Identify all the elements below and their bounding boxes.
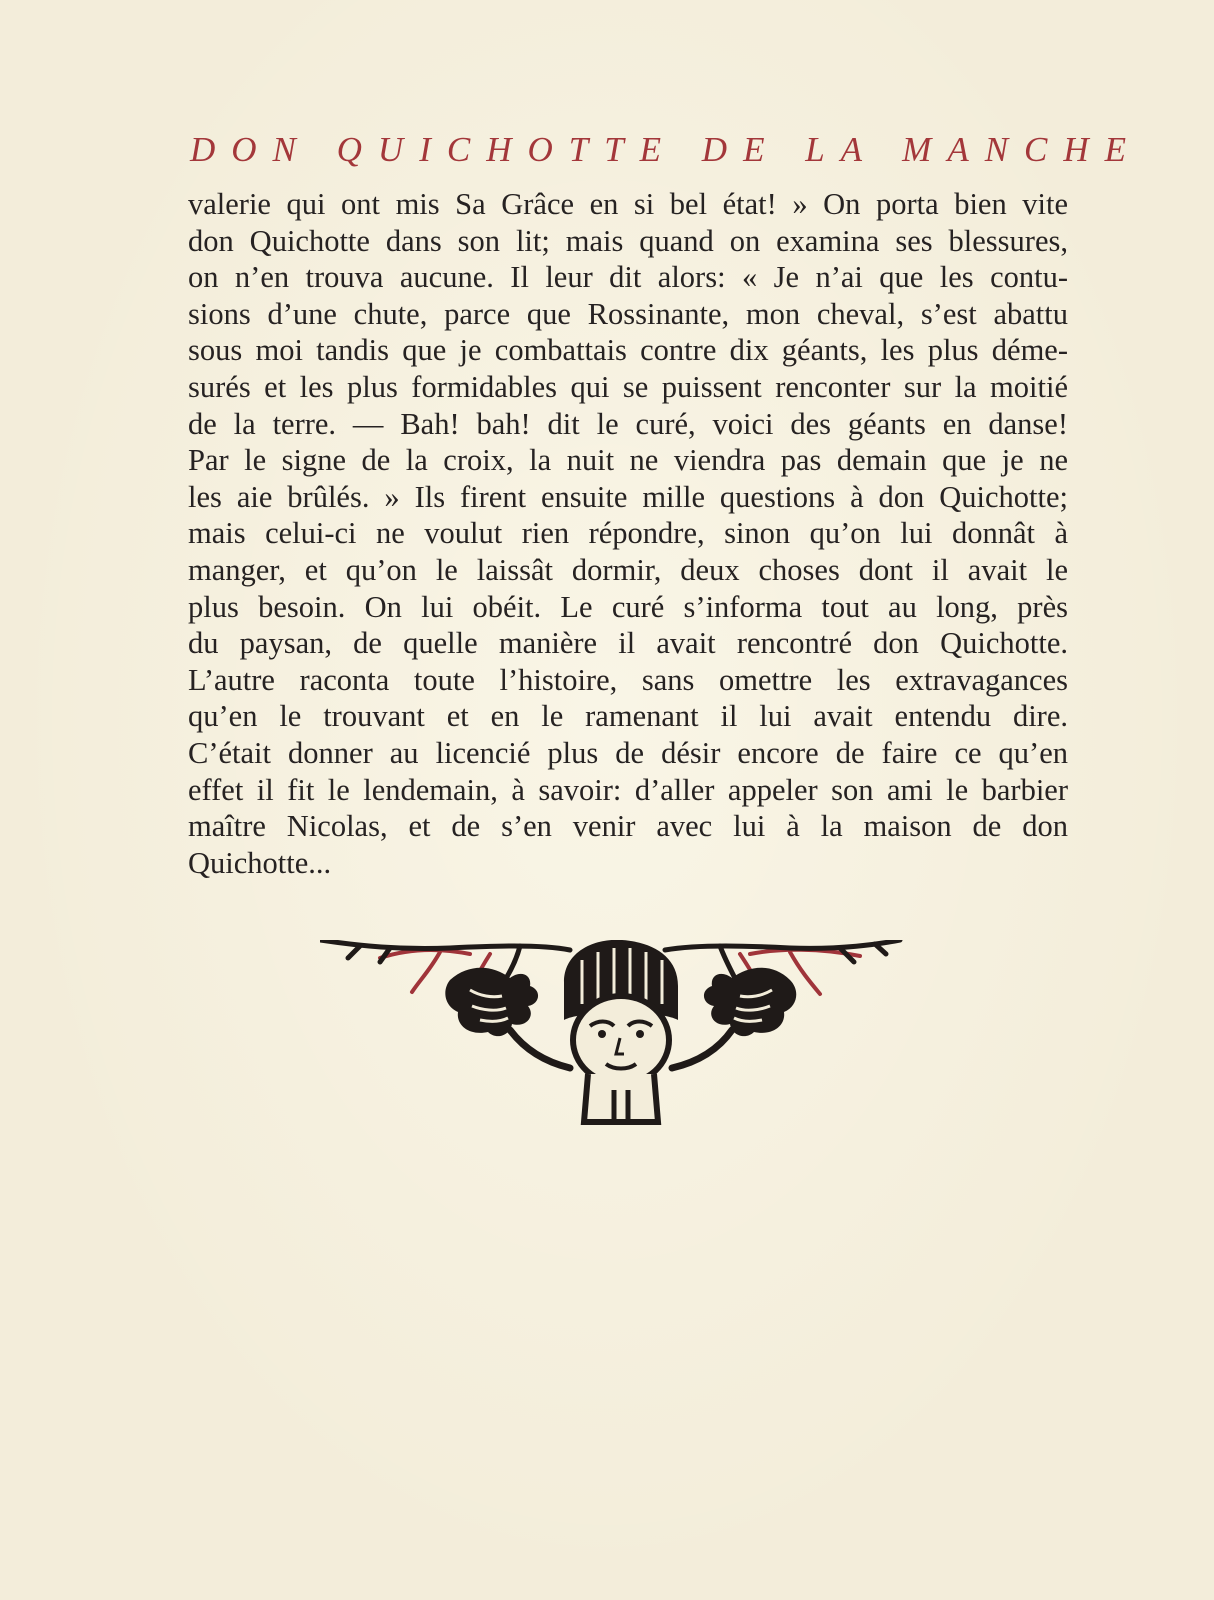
text-line: don Quichotte dans son lit; mais quand on examina ses blessures, [188, 223, 1068, 258]
text-line: manger, et qu’on le laissât dormir, deux choses dont il avait le [188, 552, 1068, 587]
ornament-vignette-icon [320, 940, 920, 1140]
text-line: Par le signe de la croix, la nuit ne viendra pas demain que je ne [188, 443, 1068, 478]
text-line: surés et les plus formidables qui se puissent renconter sur la moitié [188, 369, 1068, 404]
text-line: mais celui-ci ne voulut rien répondre, sinon qu’on lui donnât à [188, 516, 1068, 551]
text-line: C’était donner au licencié plus de désir encore de faire ce qu’en [188, 735, 1068, 770]
text-line: valerie qui ont mis Sa Grâce en si bel état! » On porta bien vite [188, 187, 1068, 221]
text-line: Quichotte... [188, 845, 332, 880]
text-line: de la terre. — Bah! bah! dit le curé, voici des géants en danse! [188, 406, 1068, 441]
text-line: effet il fit le lendemain, à savoir: d’aller appeler son ami le barbier [188, 772, 1068, 807]
text-line: sions d’une chute, parce que Rossinante, mon cheval, s’est abattu [188, 296, 1068, 331]
paragraph [188, 186, 1068, 881]
text-line: qu’en le trouvant et en le ramenant il lui avait entendu dire. [188, 699, 1068, 734]
text-line: les aie brûlés. » Ils firent ensuite mille questions à don Quichotte; [188, 479, 1068, 514]
text-line: du paysan, de quelle manière il avait rencontré don Quichotte. [188, 626, 1068, 661]
text-line: on n’en trouva aucune. Il leur dit alors: « Je n’ai que les contu- [188, 260, 1068, 295]
text-line: plus besoin. On lui obéit. Le curé s’informa tout au long, près [188, 589, 1068, 624]
text-line: maître Nicolas, et de s’en venir avec lui à la maison de don [188, 809, 1068, 844]
text-line: sous moi tandis que je combattais contre dix géants, les plus déme- [188, 333, 1068, 368]
running-head: DON QUICHOTTE DE LA MANCHE [190, 130, 1143, 169]
text-line: L’autre raconta toute l’histoire, sans omettre les extravagances [188, 662, 1068, 697]
